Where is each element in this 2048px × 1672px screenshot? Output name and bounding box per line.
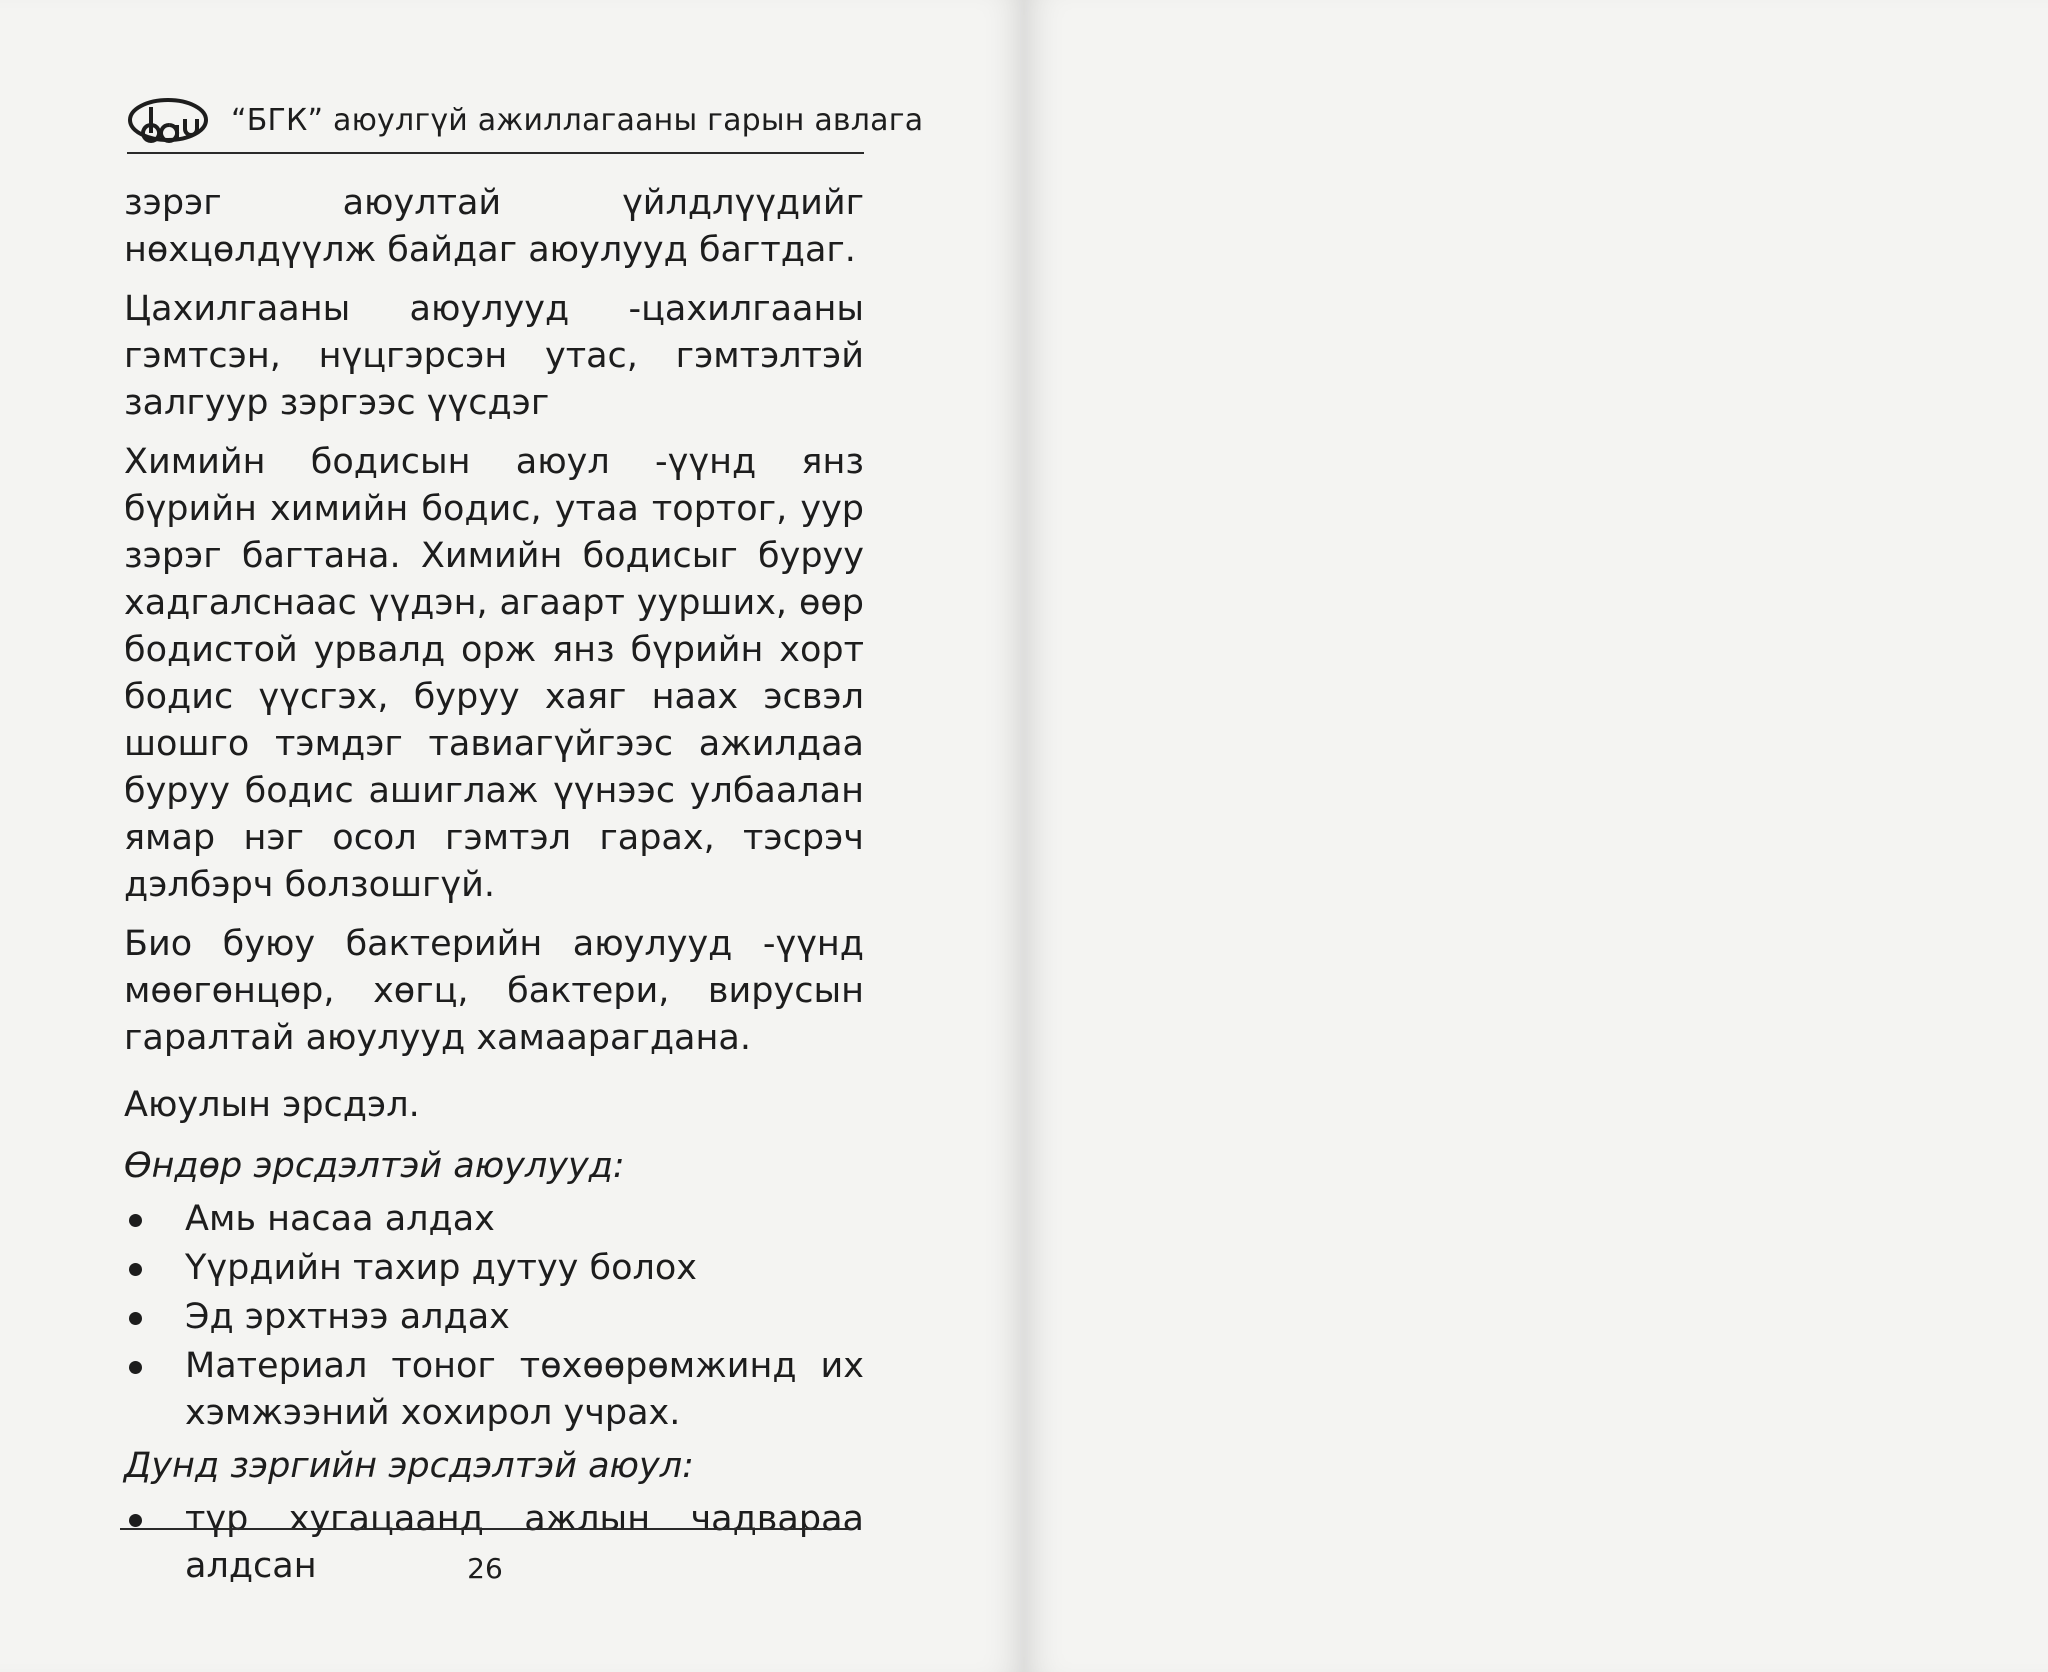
paragraph: зэрэг аюултай үйлдлүүдийг нөхцөлдүүлж байдаг аюулууд багтдаг. [124, 183, 864, 270]
paragraph: Цахилгааны аюулууд -цахилгааны гэмтсэн, нүцгэрсэн утас, гэмтэлтэй залгуур зэргээс үүсдэг [124, 289, 864, 423]
page-body [124, 180, 864, 1596]
bullet-icon [129, 1514, 142, 1527]
paragraph: Био буюу бактерийн аюулууд -үүнд мөөгөнцөр, хөгц, бактери, вирусын гаралтай аюулууд хамаарагдана. [124, 924, 864, 1058]
list-item: Амь насаа алдах [124, 1196, 864, 1243]
bullet-icon [129, 1361, 142, 1374]
list-item: Үүрдийн тахир дутуу болох [124, 1245, 864, 1292]
company-logo [127, 95, 209, 145]
bullet-icon [129, 1214, 142, 1227]
footer-rule [120, 1528, 852, 1530]
bullet-icon [129, 1263, 142, 1276]
list-item: Эд эрхтнээ алдах [124, 1294, 864, 1341]
section-heading: Аюулын эрсдэл. [124, 1085, 420, 1125]
header-title: “БГК” аюулгүй ажиллагааны гарын авлага [231, 102, 924, 138]
list-item: түр хугацаанд ажлын чадвараа алдсан [124, 1496, 864, 1590]
high-risk-list [124, 1196, 864, 1437]
list-item: Материал тоног төхөөрөмжинд их хэмжээний хохирол учрах. [124, 1343, 864, 1437]
paragraph: Химийн бодисын аюул -үүнд янз бүрийн химийн бодис, утаа тортог, уур зэрэг багтана. Химийн бодисыг буруу хадгалснаас үүдэн, агаарт ууршиx, өөр бодистой урвалд орж янз бүрийн хорт бодис үүсгэх, буруу хаяг наах эсвэл шошго тэмдэг тавиагүйгээс ажилдаа буруу бодис ашиглаж үүнээс улбаалан ямар нэг осол гэмтэл гарах, тэсрэч дэлбэрч болзошгүй. [124, 442, 864, 905]
page-header [127, 88, 924, 154]
bullet-icon [129, 1312, 142, 1325]
page-number: 26 [467, 1552, 503, 1585]
subheading-mid-risk: Дунд зэргийн эрсдэлтэй аюул: [124, 1446, 694, 1486]
subheading-high-risk: Өндөр эрсдэлтэй аюулууд: [124, 1146, 625, 1186]
page-right [1024, 0, 2048, 1672]
